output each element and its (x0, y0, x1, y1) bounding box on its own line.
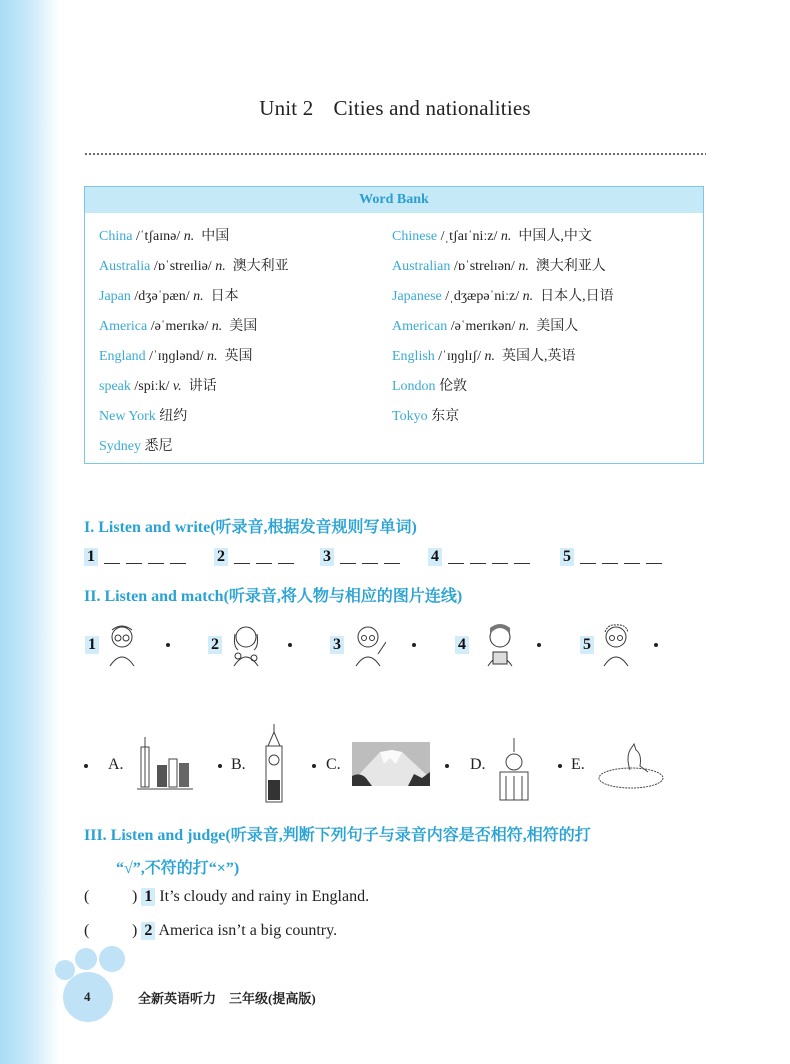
letter-blank[interactable] (624, 551, 640, 564)
letter-blank[interactable] (126, 551, 142, 564)
word-entry-english (392, 345, 575, 365)
dotted-divider (84, 152, 706, 156)
item-number: 2 (214, 548, 228, 566)
meaning: 伦敦 (439, 379, 468, 394)
phonetic: /ˈɪŋɡlənd/ (149, 349, 204, 364)
meaning: 美国 (229, 319, 258, 334)
letter-blank[interactable] (340, 551, 356, 564)
phonetic: /ˈtʃaɪnə/ (135, 229, 181, 244)
kangaroo-australia-icon (596, 740, 666, 795)
curly-haired-girl-icon (228, 620, 264, 668)
write-blanks-row (84, 548, 704, 570)
word: China (99, 229, 133, 244)
word-entry-new-york (99, 405, 187, 425)
letter-blank[interactable] (104, 551, 120, 564)
person-number: 3 (330, 636, 344, 654)
word-entry-china (99, 225, 229, 245)
teacher-with-pointer-icon (350, 620, 386, 668)
place-label: B. (231, 756, 246, 773)
word-bank (84, 186, 704, 464)
old-man-with-glasses-icon (598, 620, 634, 668)
phonetic: /spiːk/ (134, 379, 170, 394)
part-of-speech: n. (193, 289, 204, 304)
man-with-glasses-icon (104, 620, 140, 668)
section-3-title-line2: “√”,不符的打“×”) (116, 860, 240, 877)
meaning: 讲话 (188, 379, 217, 394)
word: England (99, 349, 146, 364)
word: American (392, 319, 448, 334)
letter-blank[interactable] (580, 551, 596, 564)
word-entry-australia (99, 255, 289, 275)
meaning: 英国人,英语 (501, 349, 576, 364)
word: Tokyo (392, 409, 428, 424)
meaning: 东京 (431, 409, 460, 424)
phonetic: /əˈmerɪkən/ (450, 319, 516, 334)
word-entry-japanese (392, 285, 614, 305)
word-entry-japan (99, 285, 239, 305)
word-entry-chinese (392, 225, 592, 245)
word: speak (99, 379, 131, 394)
section-3-title-line1: III. Listen and judge(听录音,判断下列句子与录音内容是否相符,相符的打 (84, 827, 591, 844)
word: English (392, 349, 435, 364)
page-number: 4 (84, 989, 91, 1004)
phonetic: /ˌdʒæpəˈniːz/ (445, 289, 520, 304)
word: Australian (392, 259, 451, 274)
part-of-speech: n. (211, 319, 223, 334)
person-match-dot[interactable] (412, 643, 416, 647)
answer-paren-close: ) (132, 888, 138, 905)
place-match-dot[interactable] (558, 764, 562, 768)
part-of-speech: n. (518, 319, 530, 334)
meaning: 澳大利亚人 (535, 259, 606, 274)
letter-blank[interactable] (646, 551, 662, 564)
side-color-strip (0, 0, 60, 1064)
write-item-4 (428, 548, 530, 566)
item-number: 3 (320, 548, 334, 566)
letter-blank[interactable] (514, 551, 530, 564)
word-entry-speak (99, 375, 217, 395)
mount-fuji-icon (352, 742, 430, 791)
person-match-dot[interactable] (288, 643, 292, 647)
write-item-5 (560, 548, 662, 566)
person-number: 2 (208, 636, 222, 654)
answer-paren-open[interactable]: ( (84, 888, 90, 905)
word: Japan (99, 289, 131, 304)
person-number: 5 (580, 636, 594, 654)
phonetic: /ɒˈstreɪliə/ (153, 259, 212, 274)
place-match-dot[interactable] (84, 764, 88, 768)
item-number: 1 (141, 888, 155, 906)
person-match-dot[interactable] (166, 643, 170, 647)
section-2-title: II. Listen and match(听录音,将人物与相应的图片连线) (84, 588, 463, 605)
word: Japanese (392, 289, 442, 304)
section-1-title: I. Listen and write(听录音,根据发音规则写单词) (84, 519, 417, 536)
phonetic: /ˈɪŋɡlɪʃ/ (438, 349, 481, 364)
place-label: D. (470, 756, 486, 773)
phonetic: /ɒˈstrelɪən/ (453, 259, 515, 274)
place-match-dot[interactable] (312, 764, 316, 768)
unit-number: Unit 2 (259, 96, 314, 120)
write-item-3 (320, 548, 400, 566)
letter-blank[interactable] (492, 551, 508, 564)
item-number: 4 (428, 548, 442, 566)
letter-blank[interactable] (278, 551, 294, 564)
meaning: 中国人,中文 (518, 229, 592, 244)
word-entry-australian (392, 255, 606, 275)
new-york-statue-of-liberty-icon (135, 727, 195, 802)
word-entry-american (392, 315, 578, 335)
phonetic: /dʒəˈpæn/ (134, 289, 190, 304)
book-title-footer: 全新英语听力 三年级(提高版) (138, 991, 316, 1006)
person-match-dot[interactable] (537, 643, 541, 647)
phonetic: /ˌtʃaɪˈniːz/ (440, 229, 498, 244)
meaning: 悉尼 (144, 439, 173, 454)
unit-name: Cities and nationalities (333, 96, 531, 120)
answer-paren-open[interactable]: ( (84, 922, 90, 939)
meaning: 美国人 (536, 319, 579, 334)
letter-blank[interactable] (362, 551, 378, 564)
part-of-speech: n. (215, 259, 226, 274)
part-of-speech: n. (183, 229, 195, 244)
part-of-speech: n. (500, 229, 512, 244)
part-of-speech: n. (522, 289, 534, 304)
meaning: 英国 (224, 349, 253, 364)
judge-sentence: America isn’t a big country. (158, 922, 338, 939)
word: Sydney (99, 439, 141, 454)
girl-with-book-icon (482, 620, 518, 668)
meaning: 日本 (210, 289, 239, 304)
word-bank-header: Word Bank (85, 187, 703, 213)
person-number: 1 (85, 636, 99, 654)
word-entry-tokyo (392, 405, 459, 425)
part-of-speech: n. (518, 259, 529, 274)
word: Australia (99, 259, 151, 274)
write-item-1 (84, 548, 186, 566)
letter-blank[interactable] (384, 551, 400, 564)
place-match-dot[interactable] (445, 764, 449, 768)
letter-blank[interactable] (148, 551, 164, 564)
page-title (0, 96, 790, 121)
word-entry-america (99, 315, 257, 335)
meaning: 日本人,日语 (540, 289, 614, 304)
judge-sentence: It’s cloudy and rainy in England. (159, 888, 370, 905)
big-ben-london-icon (258, 724, 290, 809)
person-match-dot[interactable] (654, 643, 658, 647)
word: London (392, 379, 436, 394)
place-match-dot[interactable] (218, 764, 222, 768)
part-of-speech: n. (484, 349, 495, 364)
word-entry-sydney (99, 435, 173, 455)
letter-blank[interactable] (256, 551, 272, 564)
part-of-speech: n. (207, 349, 218, 364)
letter-blank[interactable] (448, 551, 464, 564)
place-label: A. (108, 756, 124, 773)
meaning: 中国 (201, 229, 230, 244)
word-entry-england (99, 345, 253, 365)
judge-item-1 (84, 888, 369, 906)
judge-item-2 (84, 922, 337, 940)
place-label: C. (326, 756, 341, 773)
word: Chinese (392, 229, 438, 244)
part-of-speech: v. (172, 379, 182, 394)
meaning: 澳大利亚 (232, 259, 289, 274)
letter-blank[interactable] (170, 551, 186, 564)
china-building-icon (494, 738, 534, 807)
item-number: 2 (141, 922, 155, 940)
place-label: E. (571, 756, 585, 773)
phonetic: /əˈmerɪkə/ (150, 319, 209, 334)
letter-blank[interactable] (234, 551, 250, 564)
letter-blank[interactable] (470, 551, 486, 564)
item-number: 5 (560, 548, 574, 566)
word-entry-london (392, 375, 467, 395)
letter-blank[interactable] (602, 551, 618, 564)
meaning: 纽约 (159, 409, 188, 424)
item-number: 1 (84, 548, 98, 566)
word: America (99, 319, 148, 334)
word: New York (99, 409, 156, 424)
answer-paren-close: ) (132, 922, 138, 939)
write-item-2 (214, 548, 294, 566)
person-number: 4 (455, 636, 469, 654)
